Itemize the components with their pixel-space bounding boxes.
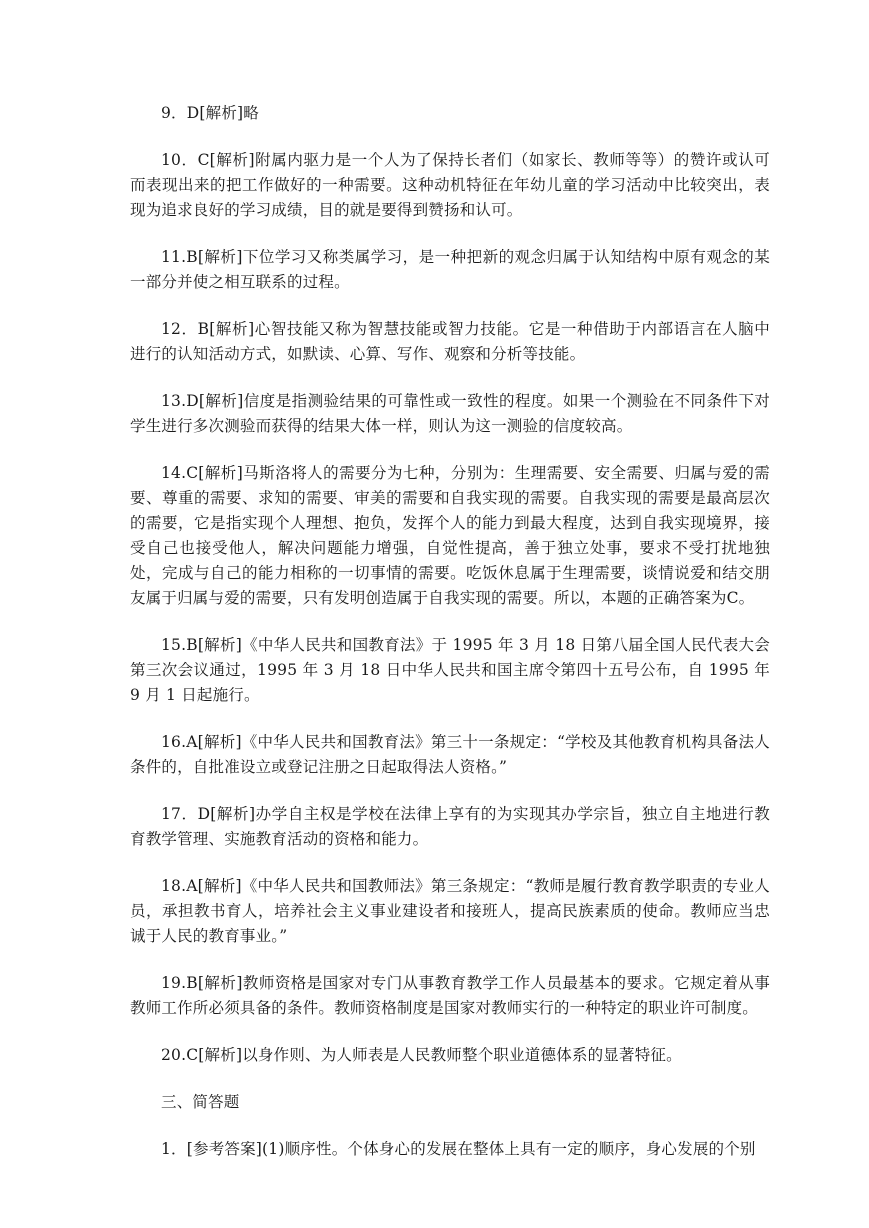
section-heading: 三、简答题: [161, 1093, 240, 1111]
document-body: [130, 101, 770, 1184]
short-answer-1: 1．[参考答案](1)顺序性。个体身心的发展在整体上具有一定的顺序，身心发展的个别: [161, 1140, 756, 1158]
answer-17: 17．D[解析]办学自主权是学校在法律上享有的为实现其办学宗旨，独立自主地进行教育教学管理、实施教育活动的资格和能力。: [130, 805, 770, 848]
answer-19: 19.B[解析]教师资格是国家对专门从事教育教学工作人员最基本的要求。它规定着从事教师工作所必须具备的条件。教师资格制度是国家对教师实行的一种特定的职业许可制度。: [130, 974, 770, 1017]
answer-15: 15.B[解析]《中华人民共和国教育法》于 1995 年 3 月 18 日第八届全国人民代表大会第三次会议通过，1995 年 3 月 18 日中华人民共和国主席令第四十五号公布，自 1995 年 9 月 1 日起施行。: [130, 636, 770, 704]
answer-10: 10．C[解析]附属内驱力是一个人为了保持长者们（如家长、教师等等）的赞许或认可而表现出来的把工作做好的一种需要。这种动机特征在年幼儿童的学习活动中比较突出，表现为追求良好的学习成绩，目的就是要得到赞扬和认可。: [130, 151, 770, 219]
answer-11: 11.B[解析]下位学习又称类属学习，是一种把新的观念归属于认知结构中原有观念的某一部分并使之相互联系的过程。: [130, 248, 770, 291]
answer-12: 12．B[解析]心智技能又称为智慧技能或智力技能。它是一种借助于内部语言在人脑中进行的认知活动方式，如默读、心算、写作、观察和分析等技能。: [130, 320, 770, 363]
answer-18: 18.A[解析]《中华人民共和国教师法》第三条规定：“教师是履行教育教学职责的专业人员，承担教书育人，培养社会主义事业建设者和接班人，提高民族素质的使命。教师应当忠诚于人民的教育事业。”: [130, 877, 770, 945]
answer-9: 9．D[解析]略: [161, 104, 259, 122]
answer-20: 20.C[解析]以身作则、为人师表是人民教师整个职业道德体系的显著特征。: [161, 1046, 682, 1064]
answer-14: 14.C[解析]马斯洛将人的需要分为七种，分别为：生理需要、安全需要、归属与爱的需要、尊重的需要、求知的需要、审美的需要和自我实现的需要。自我实现的需要是最高层次的需要，它是指实现个人理想、抱负，发挥个人的能力到最大程度，达到自我实现境界，接受自己也接受他人，解决问题能力增强，自觉性提高，善于独立处事，要求不受打扰地独处，完成与自己的能力相称的一切事情的需要。吃饭休息属于生理需要，谈情说爱和结交朋友属于归属与爱的需要，只有发明创造属于自我实现的需要。所以，本题的正确答案为C。: [130, 464, 770, 607]
answer-16: 16.A[解析]《中华人民共和国教育法》第三十一条规定：“学校及其他教育机构具备法人条件的，自批准设立或登记注册之日起取得法人资格。”: [130, 733, 770, 776]
answer-13: 13.D[解析]信度是指测验结果的可靠性或一致性的程度。如果一个测验在不同条件下对学生进行多次测验而获得的结果大体一样，则认为这一测验的信度较高。: [130, 392, 770, 435]
